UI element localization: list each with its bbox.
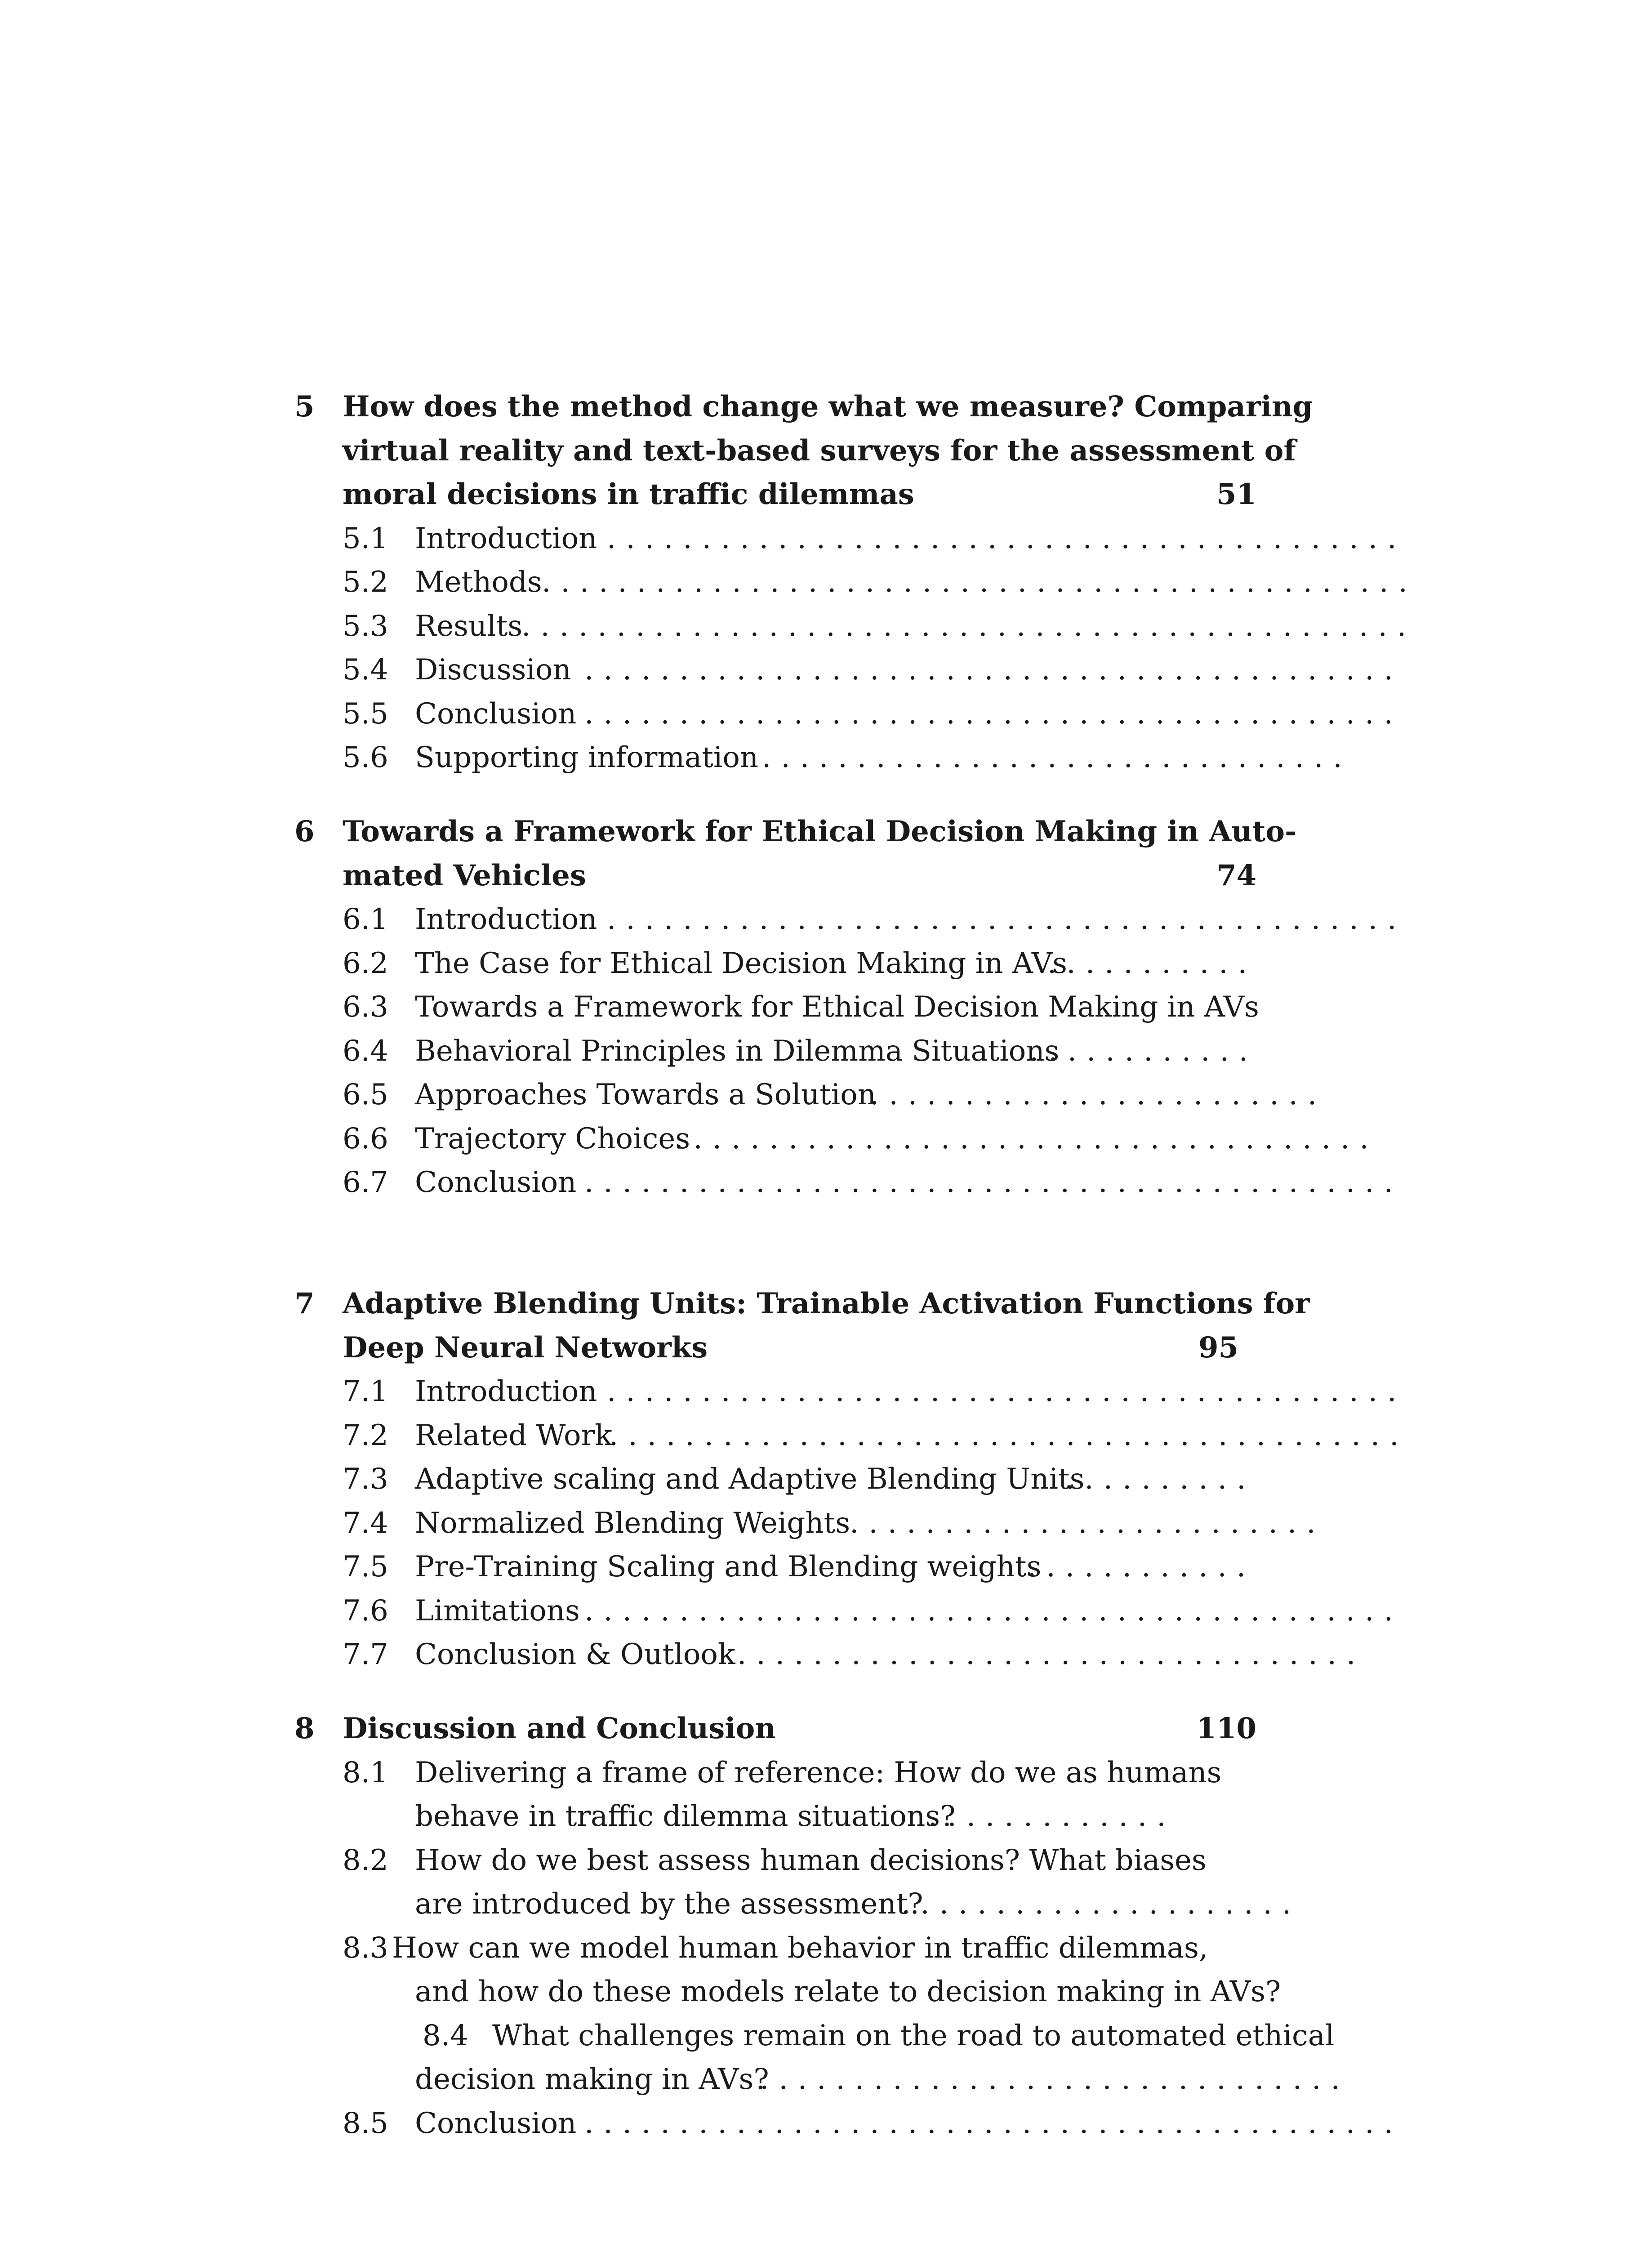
section-7-3	[0, 1457, 1652, 1502]
section-title: Trajectory Choices	[415, 1122, 690, 1155]
dot-leader: ..........................................	[609, 1419, 1409, 1452]
chapter-title-line: How does the method change what we measure? Comparing	[343, 390, 1313, 424]
section-title: Introduction	[415, 903, 597, 936]
section-6-4	[0, 1029, 1652, 1074]
dot-leader: ..........................................	[607, 903, 1407, 936]
section-title: Towards a Framework for Ethical Decision Making in AVs	[415, 990, 1259, 1024]
chapter-5-heading	[0, 384, 1652, 429]
dot-leader: .........................	[850, 1507, 1326, 1540]
section-title: Supporting information	[415, 741, 759, 774]
section-number: 8.5	[343, 2107, 388, 2140]
section-7-6	[0, 1588, 1652, 1633]
section-7-1	[0, 1369, 1652, 1414]
section-8-1	[0, 1750, 1652, 1795]
section-title: Normalized Blending Weights	[415, 1507, 850, 1540]
section-6-6	[0, 1116, 1652, 1161]
section-number: 7.7	[343, 1638, 388, 1671]
section-number: 6.3	[343, 990, 388, 1024]
section-title-line: are introduced by the assessment?	[415, 1887, 923, 1921]
section-title-line: decision making in AVs?	[415, 2063, 769, 2096]
chapter-page-number: 110	[1196, 1712, 1256, 1745]
chapter-number: 7	[294, 1287, 315, 1320]
section-8-2-cont	[0, 1882, 1652, 1927]
section-6-3	[0, 985, 1652, 1030]
chapter-page-number: 74	[1216, 859, 1256, 892]
section-title: Methods	[415, 566, 542, 599]
dot-leader: ...........................................	[584, 1594, 1403, 1628]
section-number: 6.6	[343, 1122, 388, 1155]
section-title: Discussion	[415, 653, 571, 687]
section-number: 8.4	[423, 2019, 468, 2052]
chapter-5-title-last	[0, 472, 1652, 517]
dot-leader: ...........................................	[584, 653, 1403, 687]
section-title-line: How do we best assess human decisions? What biases	[415, 1844, 1207, 1877]
chapter-7-heading	[0, 1281, 1652, 1326]
chapter-6-title-last	[0, 853, 1652, 898]
section-title: Results	[415, 610, 523, 643]
section-8-1-cont	[0, 1794, 1652, 1839]
dot-leader: ...........	[1047, 947, 1257, 980]
section-number: 6.2	[343, 947, 388, 980]
dot-leader: ..............................................	[542, 566, 1417, 599]
dot-leader: ...............................................	[521, 610, 1416, 643]
chapter-title-line: virtual reality and text-based surveys for the assessment of	[343, 434, 1296, 468]
section-title: Conclusion & Outlook	[415, 1638, 735, 1671]
dot-leader: ..........	[1065, 1463, 1256, 1496]
section-title: Adaptive scaling and Adaptive Blending Units	[415, 1463, 1085, 1496]
section-title: Introduction	[415, 522, 597, 555]
section-number: 7.4	[343, 1507, 388, 1540]
dot-leader: ........................	[870, 1078, 1327, 1111]
section-5-5	[0, 691, 1652, 736]
section-number: 7.1	[343, 1375, 388, 1408]
dot-leader: .............	[928, 1800, 1176, 1833]
chapter-title-line: mated Vehicles	[343, 859, 586, 892]
section-5-1	[0, 516, 1652, 561]
chapter-7-title-last	[0, 1325, 1652, 1370]
section-title: Introduction	[415, 1375, 597, 1408]
section-number: 8.3	[343, 1931, 388, 1965]
section-title-line: What challenges remain on the road to automated ethical	[492, 2019, 1335, 2052]
dot-leader: .....................................	[674, 1122, 1379, 1155]
section-number: 7.5	[343, 1550, 388, 1583]
chapter-title-line: moral decisions in traffic dilemmas	[343, 477, 914, 511]
chapter-5-title-cont	[0, 428, 1652, 473]
section-8-3	[0, 1926, 1652, 1971]
chapter-number: 5	[294, 390, 315, 424]
section-number: 5.2	[343, 566, 388, 599]
chapter-6-heading	[0, 809, 1652, 854]
chapter-title-line: Towards a Framework for Ethical Decision Making in Auto-	[343, 815, 1297, 848]
dot-leader: ............	[1029, 1035, 1258, 1068]
section-title: Pre-Training Scaling and Blending weights	[415, 1550, 1042, 1583]
section-title: Limitations	[415, 1594, 580, 1628]
section-number: 5.1	[343, 522, 388, 555]
section-7-4	[0, 1501, 1652, 1546]
section-7-5	[0, 1544, 1652, 1589]
section-number: 7.3	[343, 1463, 388, 1496]
section-title: The Case for Ethical Decision Making in AVs	[415, 947, 1067, 980]
section-number: 7.6	[343, 1594, 388, 1628]
section-8-2	[0, 1838, 1652, 1883]
dot-leader: ...........................................	[584, 697, 1403, 731]
section-number: 6.4	[343, 1035, 388, 1068]
section-number: 5.4	[343, 653, 388, 687]
section-6-1	[0, 897, 1652, 942]
section-5-2	[0, 560, 1652, 605]
dot-leader: ...........................................	[584, 2107, 1403, 2140]
section-6-5	[0, 1072, 1652, 1117]
section-title: Conclusion	[415, 2107, 577, 2140]
dot-leader: ...........................................	[584, 1166, 1403, 1199]
section-5-3	[0, 604, 1652, 649]
section-number: 8.1	[343, 1756, 388, 1789]
section-number: 5.5	[343, 697, 388, 731]
chapter-title-line: Discussion and Conclusion	[343, 1712, 776, 1745]
chapter-number: 8	[294, 1712, 315, 1745]
section-title-line: How can we model human behavior in traffic dilemmas,	[392, 1931, 1208, 1965]
dot-leader: .....................	[901, 1887, 1301, 1921]
section-6-2	[0, 941, 1652, 986]
dot-leader: .................................	[737, 1638, 1366, 1671]
chapter-title-line: Adaptive Blending Units: Trainable Activation Functions for	[343, 1287, 1310, 1320]
section-number: 6.7	[343, 1166, 388, 1199]
chapter-title-line: Deep Neural Networks	[343, 1331, 708, 1365]
section-number: 5.6	[343, 741, 388, 774]
section-title: Related Work	[415, 1419, 612, 1452]
section-8-5	[0, 2101, 1652, 2146]
dot-leader: ...............................	[762, 741, 1352, 774]
section-7-7	[0, 1632, 1652, 1677]
section-number: 5.3	[343, 610, 388, 643]
section-8-3-cont	[0, 1969, 1652, 2014]
dot-leader: ..........................................	[607, 1375, 1407, 1408]
section-number: 6.5	[343, 1078, 388, 1111]
section-title: Conclusion	[415, 697, 577, 731]
section-number: 8.2	[343, 1844, 388, 1877]
section-title-line: and how do these models relate to decision making in AVs?	[415, 1975, 1281, 2008]
chapter-number: 6	[294, 815, 315, 848]
chapter-page-number: 51	[1216, 477, 1256, 511]
dot-leader: ..........................................	[607, 522, 1407, 555]
dot-leader: ...............................	[760, 2063, 1350, 2096]
section-5-4	[0, 647, 1652, 692]
section-number: 6.1	[343, 903, 388, 936]
section-5-6	[0, 735, 1652, 780]
section-title: Conclusion	[415, 1166, 577, 1199]
section-6-7	[0, 1160, 1652, 1205]
section-8-4	[0, 2013, 1652, 2058]
section-7-2	[0, 1413, 1652, 1458]
section-title: Approaches Towards a Solution	[415, 1078, 876, 1111]
section-title-line: Delivering a frame of reference: How do we as humans	[415, 1756, 1222, 1789]
dot-leader: ............	[1027, 1550, 1256, 1583]
chapter-page-number: 95	[1198, 1331, 1238, 1365]
section-8-4-cont	[0, 2057, 1652, 2102]
section-title: Behavioral Principles in Dilemma Situations	[415, 1035, 1060, 1068]
section-title-line: behave in traffic dilemma situations?	[415, 1800, 956, 1833]
section-number: 7.2	[343, 1419, 388, 1452]
chapter-8-heading	[0, 1706, 1652, 1751]
